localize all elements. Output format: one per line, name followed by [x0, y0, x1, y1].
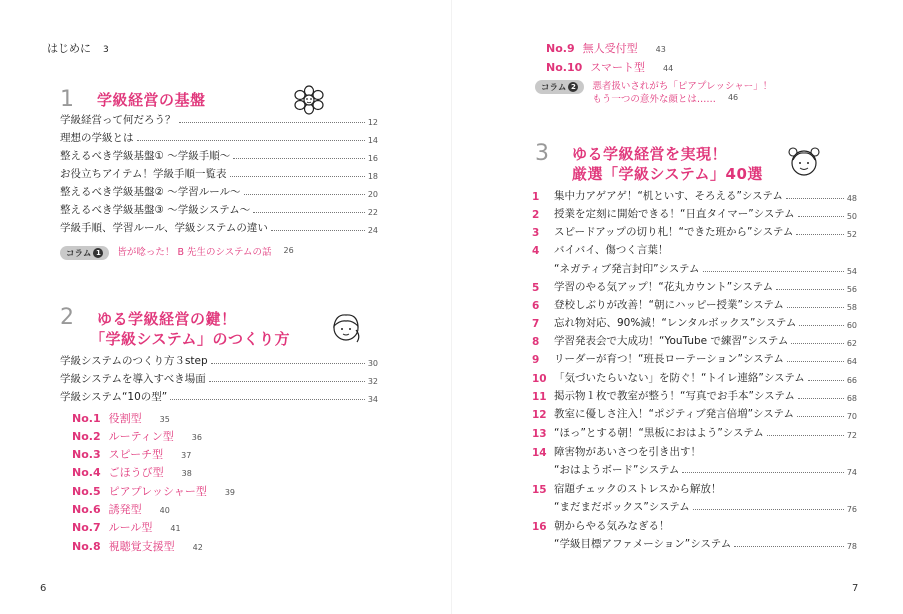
type-entry[interactable]: [72, 538, 203, 554]
system-entry[interactable]: [532, 517, 857, 533]
toc-row-title: 学級システムのつくり方３step: [60, 355, 208, 367]
type-page: 37: [181, 451, 192, 460]
column-badge: [60, 246, 109, 260]
page-gutter: [451, 0, 452, 614]
system-entry-continued[interactable]: [532, 461, 857, 477]
system-number: 11: [532, 391, 547, 403]
system-page: 74: [846, 468, 857, 477]
column-2-title-line1: 悪者扱いされがち「ピアプレッシャー」！: [592, 81, 773, 92]
toc-row-page: 24: [367, 226, 378, 235]
leader-dots: [244, 194, 365, 195]
toc-row-title: 学級手順、学習ルール、学級システムの違い: [60, 222, 268, 234]
type-page: 35: [159, 415, 170, 424]
type-number: No.1: [72, 412, 101, 425]
system-entry-continued[interactable]: [532, 498, 857, 514]
system-title: スピードアップの切り札！“できた班から”システム: [554, 226, 794, 238]
toc-row-title: 整えるべき学級基盤② 〜学習ルール〜: [60, 186, 241, 198]
column-2-entry[interactable]: [535, 80, 772, 106]
type-page: 36: [191, 433, 202, 442]
system-title: 学習のやる気アップ！“花丸カウント”システム: [554, 281, 774, 293]
system-number: 12: [532, 409, 547, 421]
system-title: 「気づいたらいない」を防ぐ！“トイレ連絡”システム: [554, 372, 805, 384]
type-page: 38: [181, 469, 192, 478]
system-entry[interactable]: [532, 405, 857, 421]
system-page: 64: [846, 357, 857, 366]
intro-label: はじめに: [47, 42, 91, 55]
leader-dots: [776, 289, 844, 290]
type-label: ルール型: [108, 521, 153, 534]
toc-row[interactable]: [60, 165, 378, 181]
intro-page: 3: [103, 45, 109, 55]
toc-row-page: 22: [367, 208, 378, 217]
toc-row[interactable]: [60, 129, 378, 145]
toc-row[interactable]: [60, 219, 378, 235]
leader-dots: [808, 380, 844, 381]
toc-row-title: 学級経営って何だろう？: [60, 114, 176, 126]
toc-row[interactable]: [60, 111, 378, 127]
leader-dots: [179, 122, 365, 123]
type-entry[interactable]: [72, 410, 170, 426]
system-title: 集中力アゲアゲ！“机といす、そろえる”システム: [554, 190, 783, 202]
type-label: 視聴覚支援型: [108, 540, 175, 553]
type-entry[interactable]: [72, 519, 181, 535]
system-number: 1: [532, 191, 540, 203]
type-label: ピアプレッシャー型: [108, 485, 207, 498]
system-number: 5: [532, 282, 540, 294]
system-title: 登校しぶりが改善！“朝にハッピー授業”システム: [554, 299, 784, 311]
system-page: 60: [846, 321, 857, 330]
type-label: ルーティン型: [108, 430, 174, 443]
chapter-3-title-line2: 厳選「学級システム」40選: [572, 165, 763, 183]
leader-dots: [211, 363, 365, 364]
toc-row[interactable]: [60, 183, 378, 199]
leader-dots: [767, 435, 844, 436]
leader-dots: [734, 546, 844, 547]
type-page: 42: [192, 543, 203, 552]
toc-row-title: 学級システム“10の型”: [60, 391, 168, 403]
type-entry[interactable]: [72, 501, 170, 517]
toc-row-page: 14: [367, 136, 378, 145]
system-number: 8: [532, 336, 540, 348]
toc-row-page: 20: [367, 190, 378, 199]
page-number-right: 7: [852, 583, 859, 594]
system-entry[interactable]: [532, 369, 857, 385]
system-title: リーダーが育つ！“班長ローテーション”システム: [554, 353, 784, 365]
toc-row-title: 学級システムを導入すべき場面: [60, 373, 206, 385]
system-number: 16: [532, 521, 547, 533]
system-entry-continued[interactable]: [532, 260, 857, 276]
system-page: 70: [846, 412, 857, 421]
system-entry[interactable]: [532, 296, 857, 312]
leader-dots: [682, 472, 843, 473]
child-face-icon: [787, 144, 821, 178]
type-label: 役割型: [108, 412, 142, 425]
system-title: “まだまだボックス”システム: [554, 501, 690, 513]
toc-row-page: 12: [367, 118, 378, 127]
system-page: 48: [846, 194, 857, 203]
type-number: No.2: [72, 430, 101, 443]
column-badge-label: コラム: [66, 249, 92, 259]
leader-dots: [796, 234, 843, 235]
column-2-page: 46: [727, 93, 739, 102]
leader-dots: [271, 230, 365, 231]
column-badge-label: コラム: [541, 83, 567, 93]
chapter-3-title-line1: ゆる学級経営を実現！: [572, 145, 728, 163]
leader-dots: [787, 361, 844, 362]
type-label: 誘発型: [108, 503, 142, 516]
toc-row-page: 16: [367, 154, 378, 163]
toc-row-title: 整えるべき学級基盤① 〜学級手順〜: [60, 150, 231, 162]
system-page: 54: [846, 267, 857, 276]
leader-dots: [787, 307, 844, 308]
type-page: 39: [224, 488, 236, 497]
system-entry[interactable]: [532, 332, 857, 348]
system-number: 7: [532, 318, 540, 330]
chapter-2-number: 2: [60, 305, 74, 330]
type-page: 44: [663, 64, 674, 73]
system-entry[interactable]: [532, 480, 857, 496]
system-number: 13: [532, 428, 547, 440]
column-badge-number: 2: [568, 82, 578, 92]
system-entry[interactable]: [532, 278, 857, 294]
toc-row-page: 34: [367, 395, 378, 404]
system-number: 10: [532, 373, 547, 385]
system-title: “学級目標アファメーション”システム: [554, 538, 732, 550]
system-title: 朝からやる気みなぎる！: [554, 520, 670, 532]
type-page: 40: [159, 506, 170, 515]
toc-row-page: 32: [367, 377, 378, 386]
system-number: 4: [532, 245, 540, 257]
type-number: No.5: [72, 485, 101, 498]
type-label: ごほうび型: [108, 466, 164, 479]
leader-dots: [703, 271, 844, 272]
leader-dots: [798, 398, 844, 399]
leader-dots: [137, 140, 365, 141]
system-number: 15: [532, 484, 547, 496]
chapter-3-number: 3: [535, 141, 549, 166]
toc-row-title: 理想の学級とは: [60, 132, 134, 144]
system-page: 66: [846, 376, 857, 385]
system-number: 9: [532, 354, 540, 366]
system-title: “ネガティブ発言封印”システム: [554, 263, 700, 275]
type-entry[interactable]: [72, 446, 191, 462]
toc-row[interactable]: [60, 352, 378, 368]
system-entry[interactable]: [532, 443, 857, 459]
system-title: 障害物があいさつを引き出す！: [554, 446, 701, 458]
leader-dots: [170, 399, 365, 400]
type-number: No.6: [72, 503, 101, 516]
type-entry[interactable]: [546, 40, 666, 56]
toc-row-title: 整えるべき学級基盤③ 〜学級システム〜: [60, 204, 251, 216]
leader-dots: [209, 381, 365, 382]
chapter-2-title-line1: ゆる学級経営の鍵！: [97, 310, 237, 328]
column-2-text: [592, 80, 772, 106]
type-page: 41: [170, 524, 181, 533]
system-title: 宿題チェックのストレスから解放！: [554, 483, 722, 495]
type-label: スピーチ型: [108, 448, 164, 461]
system-page: 62: [846, 339, 857, 348]
system-title: “おはようボード”システム: [554, 464, 680, 476]
type-number: No.10: [546, 61, 583, 74]
type-entry[interactable]: [72, 483, 235, 499]
girl-face-icon: [330, 310, 362, 346]
system-entry[interactable]: [532, 241, 857, 257]
column-badge-number: 1: [93, 248, 103, 258]
system-title: 忘れ物対応、90%減！“レンタルボックス”システム: [554, 317, 797, 329]
toc-row[interactable]: [60, 201, 378, 217]
type-entry[interactable]: [72, 464, 192, 480]
leader-dots: [693, 509, 844, 510]
chapter-1-number: 1: [60, 87, 74, 112]
system-entry[interactable]: [532, 187, 857, 203]
leader-dots: [799, 325, 843, 326]
system-number: 6: [532, 300, 540, 312]
toc-row-title: お役立ちアイテム！学級手順一覧表: [60, 168, 227, 180]
system-page: 52: [846, 230, 857, 239]
system-title: 授業を定刻に開始できる！“日直タイマー”システム: [554, 208, 795, 220]
column-2-line2: [592, 93, 772, 106]
column-badge: [535, 80, 584, 94]
leader-dots: [233, 158, 365, 159]
system-entry[interactable]: [532, 223, 857, 239]
system-entry-continued[interactable]: [532, 535, 857, 551]
page-number-left: 6: [40, 583, 47, 594]
system-title: バイバイ、傷つく言葉！: [554, 244, 669, 256]
system-title: 学習発表会で大成功！“YouTube で練習”システム: [554, 335, 789, 347]
system-number: 14: [532, 447, 547, 459]
toc-row[interactable]: [60, 370, 378, 386]
system-title: “ほっ”とする朝！“黒板におはよう”システム: [554, 427, 764, 439]
leader-dots: [230, 176, 365, 177]
chapter-1-title: 学級経営の基盤: [97, 91, 206, 109]
type-label: 無人受付型: [582, 42, 638, 55]
toc-row[interactable]: [60, 147, 378, 163]
type-number: No.8: [72, 540, 101, 553]
type-number: No.7: [72, 521, 101, 534]
system-entry[interactable]: [532, 424, 857, 440]
type-label: スマート型: [590, 61, 646, 74]
type-number: No.4: [72, 466, 101, 479]
system-entry[interactable]: [532, 205, 857, 221]
system-entry[interactable]: [532, 314, 857, 330]
toc-row[interactable]: [60, 388, 378, 404]
chapter-2-title-line2: 「学級システム」のつくり方: [90, 330, 291, 348]
type-entry[interactable]: [72, 428, 202, 444]
column-1-entry[interactable]: [60, 246, 294, 260]
system-number: 3: [532, 227, 540, 239]
column-2-title-line2: もう一つの意外な顔とは……: [592, 94, 716, 105]
leader-dots: [791, 343, 843, 344]
system-entry[interactable]: [532, 350, 857, 366]
system-page: 58: [846, 303, 857, 312]
leader-dots: [798, 216, 844, 217]
leader-dots: [797, 416, 844, 417]
system-page: 50: [846, 212, 857, 221]
leader-dots: [786, 198, 844, 199]
system-page: 72: [846, 431, 857, 440]
system-title: 掲示物１枚で教室が整う！“写真でお手本”システム: [554, 390, 795, 402]
system-page: 56: [846, 285, 857, 294]
system-entry[interactable]: [532, 387, 857, 403]
type-entry[interactable]: [546, 59, 673, 75]
column-1-page: 26: [283, 246, 294, 255]
leader-dots: [253, 212, 365, 213]
type-number: No.9: [546, 42, 575, 55]
system-title: 教室に優しさ注入！“ポジティブ発言倍増”システム: [554, 408, 794, 420]
column-1-title: 皆が唸った！ B 先生のシステムの話: [117, 247, 272, 258]
system-page: 78: [846, 542, 857, 551]
system-page: 68: [846, 394, 857, 403]
type-number: No.3: [72, 448, 101, 461]
toc-row-page: 18: [367, 172, 378, 181]
toc-row-page: 30: [367, 359, 378, 368]
system-page: 76: [846, 505, 857, 514]
type-page: 43: [655, 45, 666, 54]
system-number: 2: [532, 209, 540, 221]
intro-entry[interactable]: [47, 40, 109, 56]
